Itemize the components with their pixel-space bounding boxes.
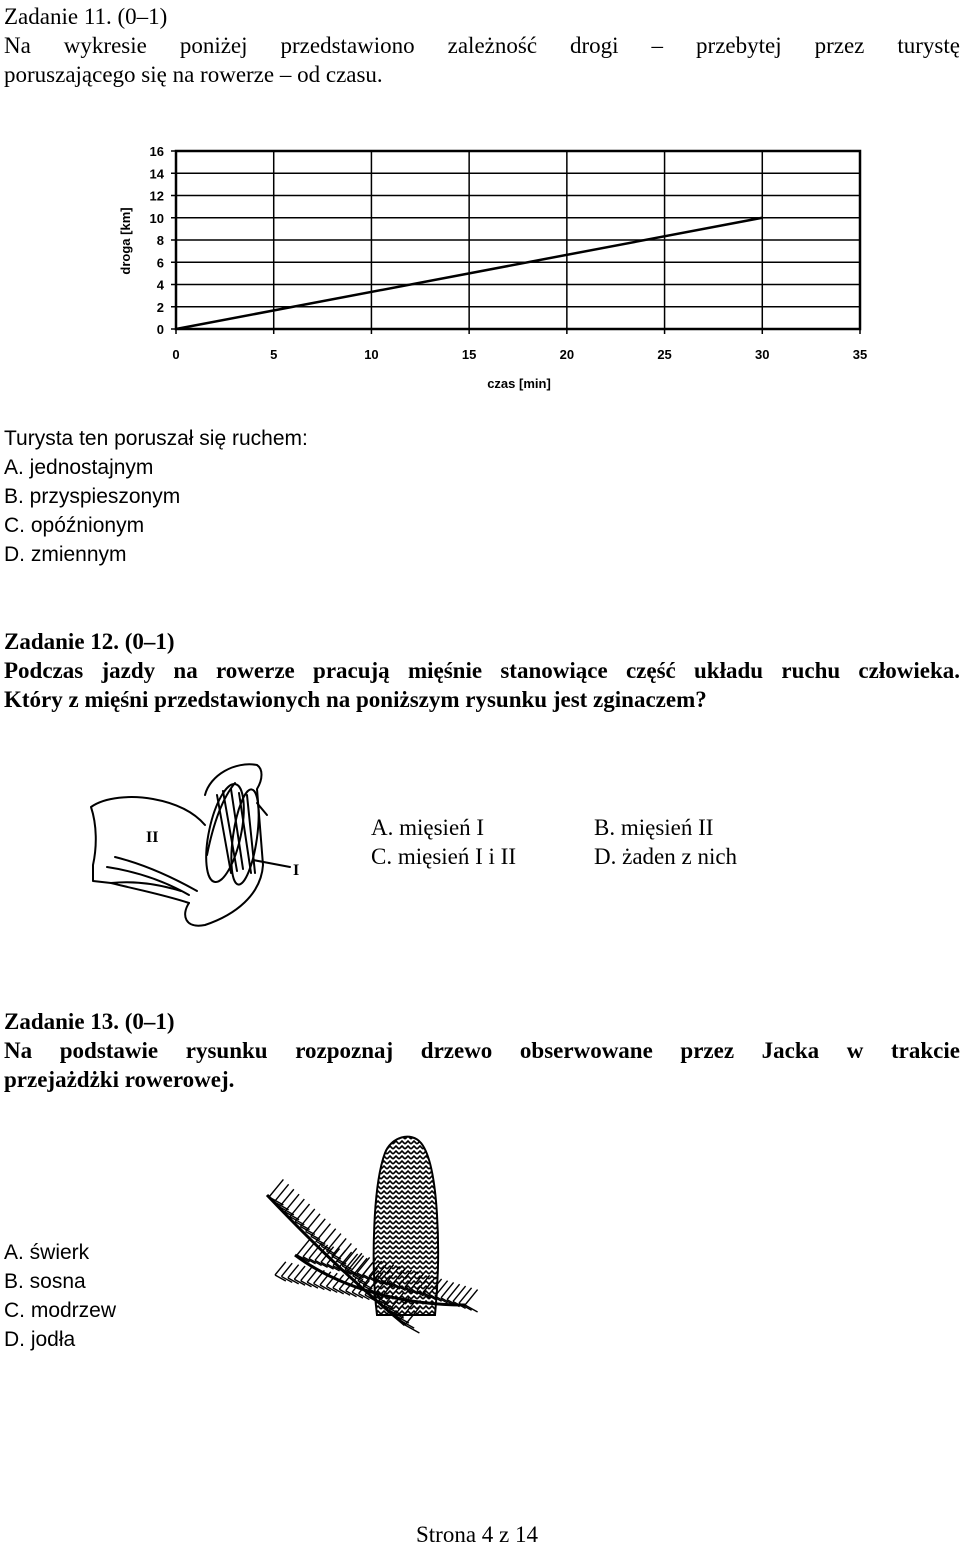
task12-option-b: B. mięsień II	[594, 815, 714, 840]
y-tick-labels	[150, 144, 165, 337]
task12-text-line1: Podczas jazdy na rowerze pracują mięśnie stanowiące część układu ruchu człowieka.	[4, 658, 960, 683]
y-tick-label: 12	[149, 188, 164, 204]
arm-muscles-drawing	[85, 755, 335, 935]
x-tick-label: 15	[461, 347, 477, 362]
distance-time-chart	[100, 135, 890, 400]
x-tick-label: 10	[364, 347, 379, 362]
conifer-branch-cone-drawing	[255, 1125, 480, 1350]
task11-option-d: D. zmiennym	[4, 543, 127, 566]
y-tick-label: 6	[156, 255, 164, 271]
task13-text-line1: Na podstawie rysunku rozpoznaj drzewo obserwowane przez Jacka w trakcie	[4, 1038, 960, 1063]
task11-option-c: C. opóźnionym	[4, 514, 145, 537]
task13-option-d: D. jodła	[4, 1328, 76, 1351]
x-axis-label: czas [min]	[487, 376, 551, 391]
task13-option-c: C. modrzew	[4, 1299, 117, 1322]
x-tick-label: 25	[657, 347, 672, 362]
y-tick-label: 2	[156, 299, 164, 315]
y-axis-label: droga [km]	[118, 207, 133, 275]
task13-option-b: B. sosna	[4, 1270, 86, 1293]
task11-text-line1: Na wykresie poniżej przedstawiono zależność drogi – przebytej przez turystę	[4, 33, 960, 58]
y-tick-label: 8	[156, 233, 164, 248]
y-tick-label: 0	[156, 322, 164, 337]
task12-option-a: A. mięsień I	[371, 815, 485, 840]
y-tick-label: 14	[149, 166, 164, 182]
task11-header: Zadanie 11. (0–1)	[4, 4, 168, 29]
task12-option-c: C. mięsień I i II	[371, 844, 516, 869]
task11-option-b: B. przyspieszonym	[4, 485, 181, 508]
y-tick-label: 10	[149, 210, 164, 226]
x-tick-label: 30	[755, 347, 770, 362]
x-tick-label: 0	[172, 347, 180, 362]
task11-option-a: A. jednostajnym	[4, 456, 154, 479]
x-tick-labels	[172, 347, 867, 362]
task12-header: Zadanie 12. (0–1)	[4, 629, 175, 654]
task11-text-line2: poruszającego się na rowerze – od czasu.	[4, 62, 383, 87]
y-tick-label: 16	[149, 144, 164, 159]
y-tick-label: 4	[156, 277, 164, 293]
task12-option-d: D. żaden z nich	[594, 844, 738, 869]
muscle-label-ii: II	[146, 829, 159, 846]
chart-grid	[171, 151, 860, 334]
task11-question: Turysta ten poruszał się ruchem:	[4, 427, 308, 450]
task13-option-a: A. świerk	[4, 1241, 90, 1264]
x-tick-label: 35	[852, 347, 868, 362]
page-footer: Strona 4 z 14	[416, 1522, 539, 1547]
task13-text-line2: przejażdżki rowerowej.	[4, 1067, 235, 1092]
task13-header: Zadanie 13. (0–1)	[4, 1009, 175, 1034]
muscle-label-i: I	[293, 862, 300, 879]
x-tick-label: 5	[270, 347, 278, 362]
task12-text-line2: Który z mięśni przedstawionych na poniższym rysunku jest zginaczem?	[4, 687, 707, 712]
x-tick-label: 20	[559, 347, 575, 362]
